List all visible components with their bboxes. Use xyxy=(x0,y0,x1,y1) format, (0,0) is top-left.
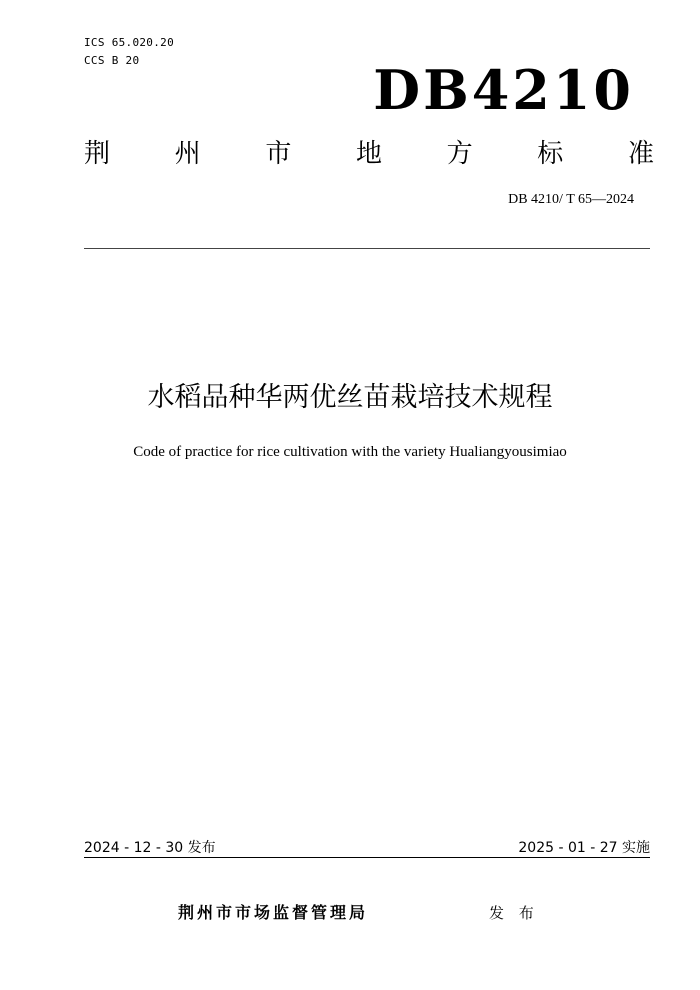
standard-type-char: 地 xyxy=(355,139,382,169)
standard-type-char: 准 xyxy=(627,139,654,169)
standard-type-char: 市 xyxy=(265,139,292,169)
standard-type-heading xyxy=(84,136,654,172)
standard-type-char: 州 xyxy=(174,139,201,169)
document-title-english: Code of practice for rice cultivation with the variety Hualiangyousimiao xyxy=(133,444,567,460)
header-divider xyxy=(84,248,650,249)
issuing-authority: 荆州市市场监督管理局 xyxy=(178,903,369,922)
standard-type-char: 标 xyxy=(537,139,564,169)
ccs-code: CCS B 20 xyxy=(84,54,140,67)
standard-type-char: 方 xyxy=(446,139,473,169)
standard-type-char: 荆 xyxy=(84,139,111,169)
issue-label: 发 布 xyxy=(489,904,539,922)
document-title-chinese: 水稻品种华两优丝苗栽培技术规程 xyxy=(147,382,553,413)
implement-date: 2025 - 01 - 27 实施 xyxy=(518,840,650,856)
standard-code-banner: DB4210 xyxy=(373,58,634,122)
footer-divider xyxy=(84,857,650,858)
publish-date: 2024 - 12 - 30 发布 xyxy=(84,840,216,856)
ics-code: ICS 65.020.20 xyxy=(84,36,174,49)
standard-number: DB 4210/ T 65—2024 xyxy=(508,192,634,207)
